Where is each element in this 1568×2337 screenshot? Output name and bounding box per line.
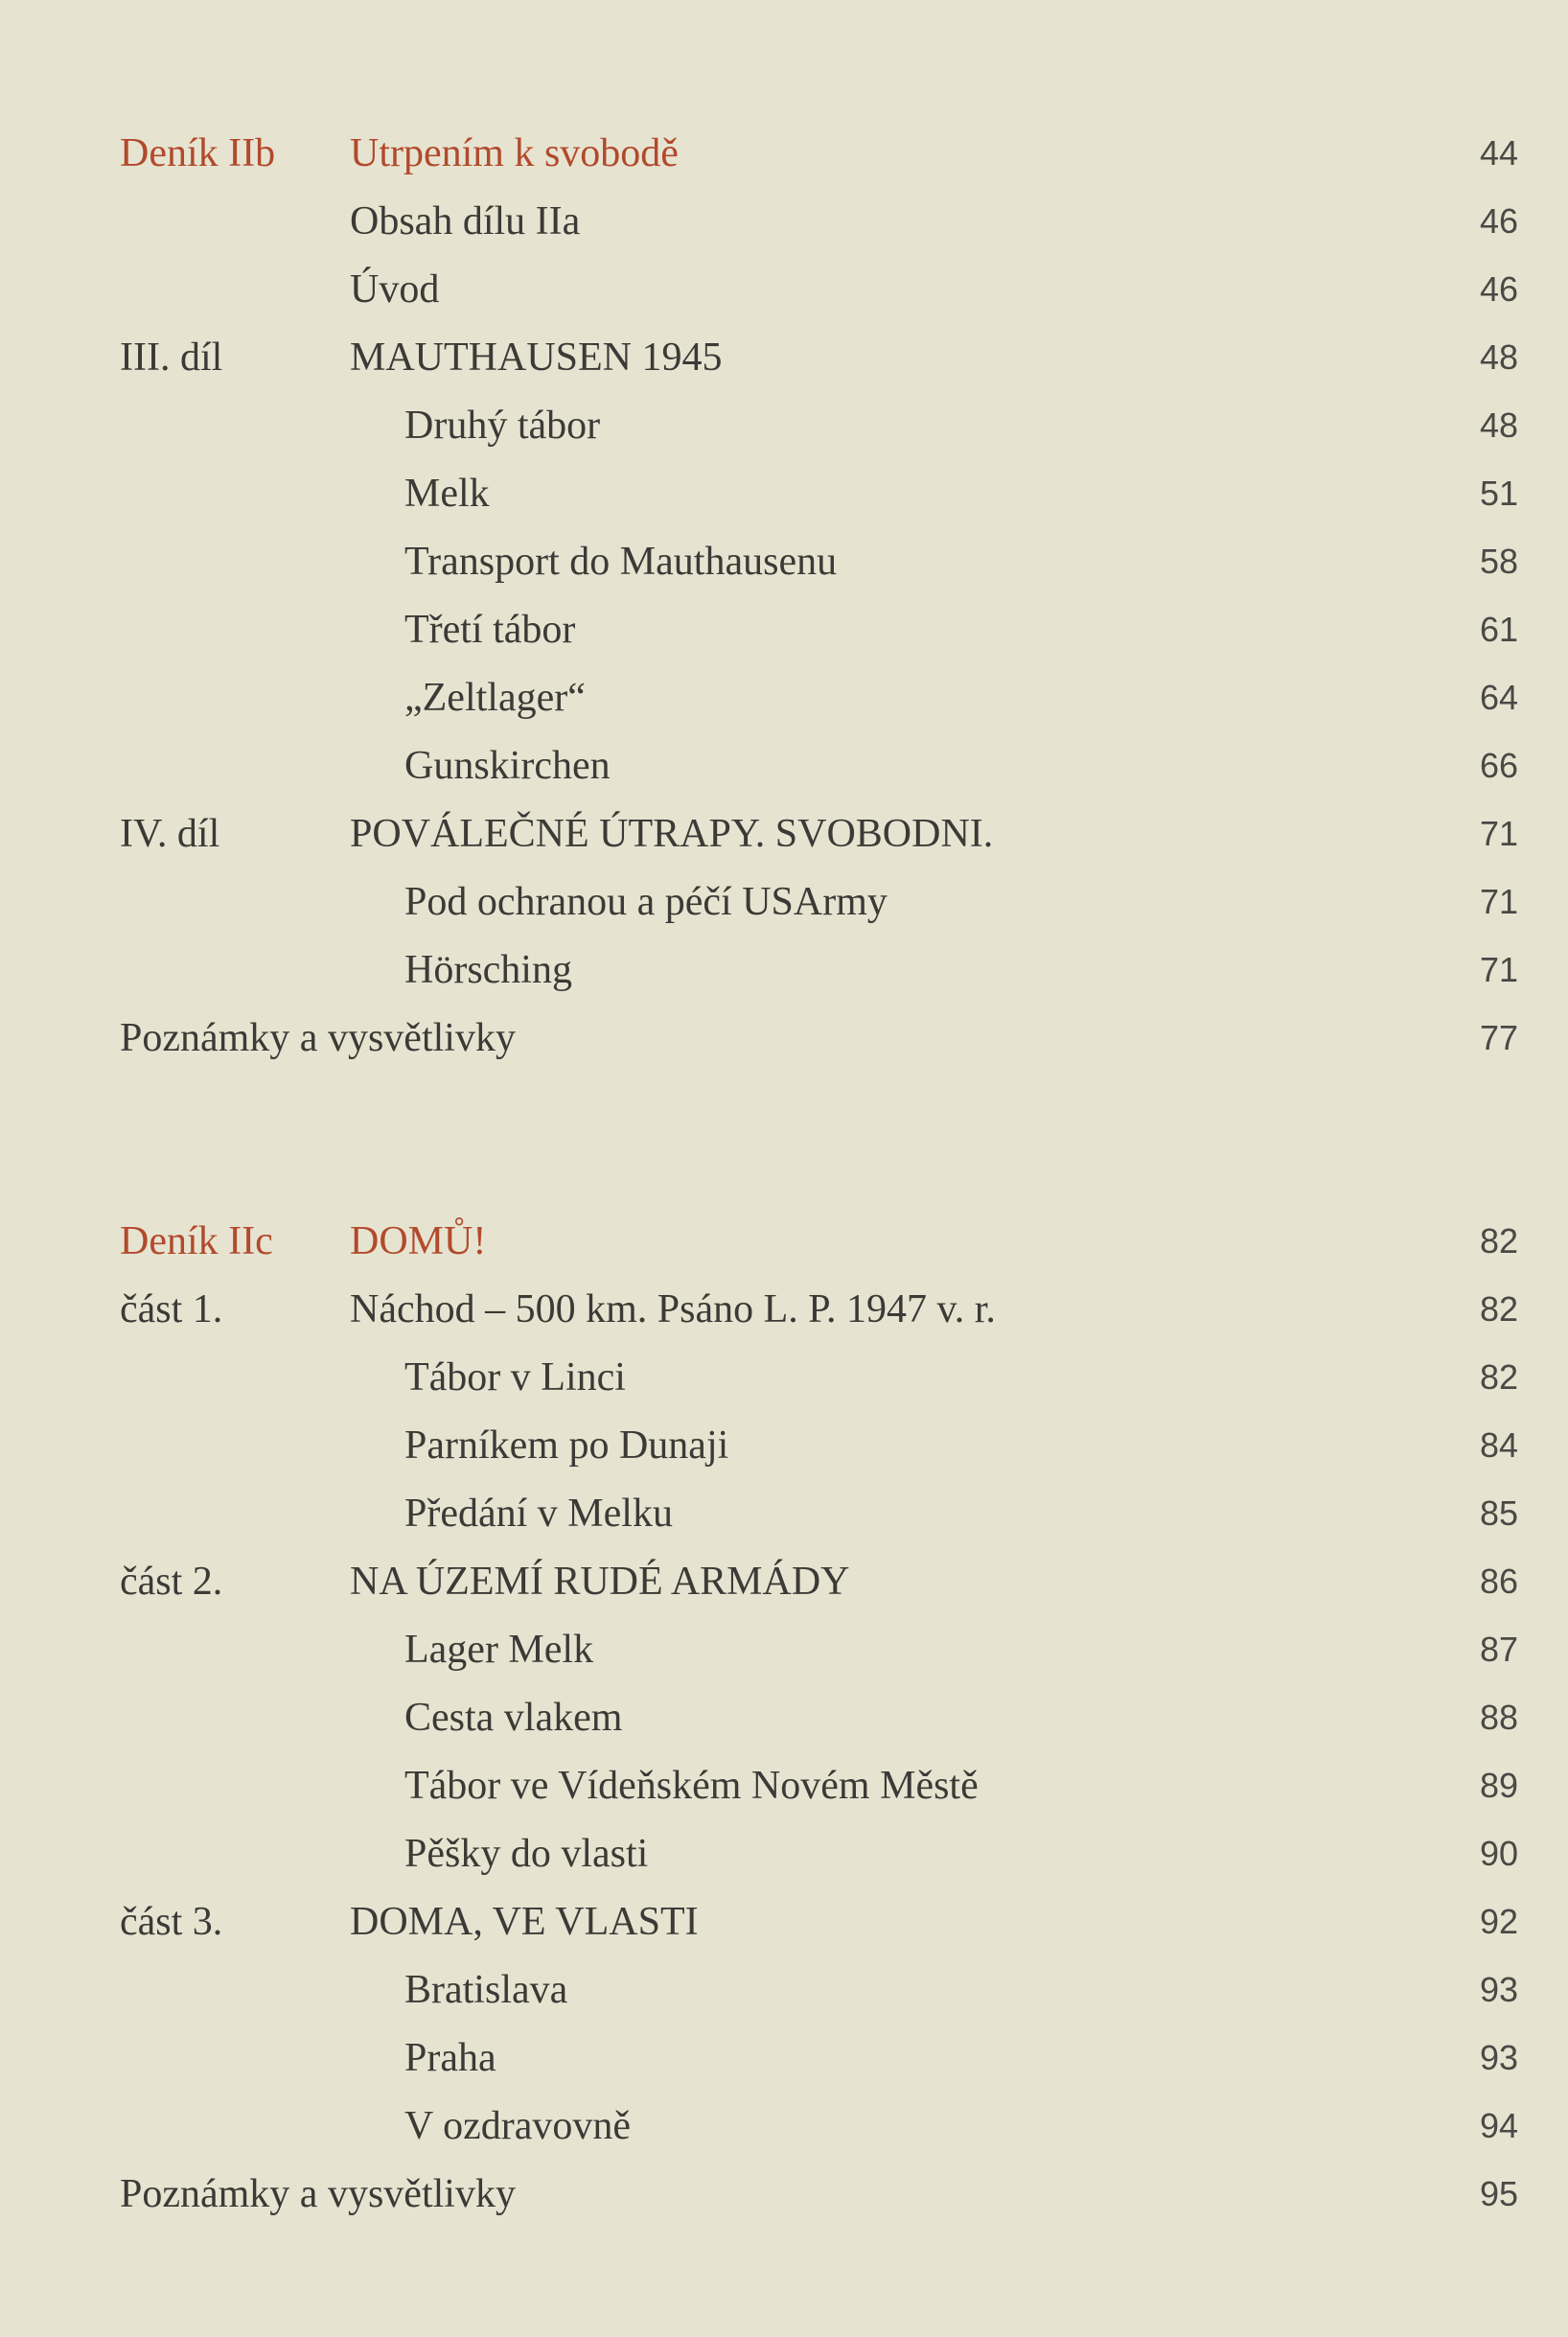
toc-entry-title: NA ÚZEMÍ RUDÉ ARMÁDY <box>350 1560 850 1604</box>
toc-entry <box>0 1417 1568 1474</box>
toc-entry-title: V ozdravovně <box>404 2104 631 2148</box>
toc-entry-label: Deník IIc <box>120 1219 273 1263</box>
toc-page-number: 71 <box>1479 950 1518 989</box>
toc-page-number: 51 <box>1479 474 1518 513</box>
toc-entry <box>0 1961 1568 2019</box>
toc-page-number: 93 <box>1479 2038 1518 2077</box>
toc-entry-title: Bratislava <box>404 1968 568 2012</box>
toc-page-number: 82 <box>1479 1289 1518 1329</box>
toc-entry <box>0 465 1568 522</box>
toc-entry <box>0 1485 1568 1542</box>
toc-entry <box>0 1553 1568 1610</box>
toc-entry <box>0 737 1568 795</box>
toc-page-number: 71 <box>1479 814 1518 853</box>
toc-entry <box>0 1349 1568 1406</box>
toc-entry-title: Praha <box>404 2036 496 2080</box>
toc-entry <box>0 1825 1568 1883</box>
toc-page-number: 48 <box>1479 405 1518 445</box>
toc-entry <box>0 125 1568 182</box>
toc-page-number: 85 <box>1479 1493 1518 1533</box>
toc-entry-title: Tábor v Linci <box>404 1355 626 1400</box>
toc-page-number: 82 <box>1479 1221 1518 1261</box>
toc-page-number: 46 <box>1479 269 1518 309</box>
toc-page-number: 82 <box>1479 1357 1518 1397</box>
toc-entry-title: Tábor ve Vídeňském Novém Městě <box>404 1764 979 1808</box>
toc-page-number: 44 <box>1479 133 1518 173</box>
toc-entry-title: Pěšky do vlasti <box>404 1832 649 1876</box>
toc-entry-title: Lager Melk <box>404 1628 594 1672</box>
toc-entry <box>0 1281 1568 1338</box>
toc-page-number: 93 <box>1479 1970 1518 2009</box>
toc-entry <box>0 1009 1568 1067</box>
toc-entry-title: MAUTHAUSEN 1945 <box>350 336 723 380</box>
toc-entry <box>0 2097 1568 2155</box>
toc-page-number: 77 <box>1479 1018 1518 1057</box>
toc-entry-title: Třetí tábor <box>404 608 576 652</box>
toc-entry-title: DOMŮ! <box>350 1219 487 1263</box>
toc-entry-title: Parníkem po Dunaji <box>404 1423 729 1468</box>
toc-entry-label: část 2. <box>120 1560 223 1604</box>
toc-page-number: 89 <box>1479 1766 1518 1805</box>
toc-entry-title: DOMA, VE VLASTI <box>350 1900 699 1944</box>
toc-entry-title: Hörsching <box>404 948 572 992</box>
toc-entry-title: Utrpením k svobodě <box>350 131 679 175</box>
toc-entry-title: Druhý tábor <box>404 404 601 448</box>
toc-entry <box>0 2029 1568 2087</box>
toc-entry <box>0 397 1568 454</box>
toc-page-number: 61 <box>1479 610 1518 649</box>
toc-entry-title: Poznámky a vysvětlivky <box>120 1016 516 1060</box>
toc-entry <box>0 329 1568 386</box>
toc-entry <box>0 941 1568 999</box>
toc-entry-label: III. díl <box>120 336 223 380</box>
toc-page-number: 58 <box>1479 542 1518 581</box>
toc-entry <box>0 261 1568 318</box>
toc-entry <box>0 1621 1568 1678</box>
toc-entry <box>0 193 1568 250</box>
toc-entry-title: „Zeltlager“ <box>404 676 586 720</box>
toc-entry <box>0 1689 1568 1747</box>
toc-entry-title: Pod ochranou a péčí USArmy <box>404 880 888 924</box>
toc-entry <box>0 1757 1568 1815</box>
toc-entry-title: Úvod <box>350 267 440 312</box>
toc-entry-title: Cesta vlakem <box>404 1696 623 1740</box>
toc-page-number: 88 <box>1479 1698 1518 1737</box>
toc-entry-label: část 1. <box>120 1287 223 1331</box>
toc-page-number: 86 <box>1479 1562 1518 1601</box>
toc-entry-label: část 3. <box>120 1900 223 1944</box>
toc-entry-title: POVÁLEČNÉ ÚTRAPY. SVOBODNI. <box>350 812 994 856</box>
toc-entry-title: Předání v Melku <box>404 1492 673 1536</box>
toc-entry <box>0 2165 1568 2223</box>
toc-entry <box>0 669 1568 727</box>
toc-entry-title: Obsah dílu IIa <box>350 199 581 243</box>
toc-page-number: 46 <box>1479 201 1518 241</box>
toc-page-number: 64 <box>1479 678 1518 717</box>
toc-page-number: 84 <box>1479 1425 1518 1465</box>
toc-entry <box>0 533 1568 590</box>
toc-entry-title: Transport do Mauthausenu <box>404 540 838 584</box>
toc-page-number: 94 <box>1479 2106 1518 2145</box>
toc-entry-label: IV. díl <box>120 812 220 856</box>
toc-entry-title: Gunskirchen <box>404 744 611 788</box>
toc-entry <box>0 1213 1568 1270</box>
toc-entry <box>0 805 1568 863</box>
toc-page-number: 48 <box>1479 337 1518 377</box>
toc-page-number: 92 <box>1479 1902 1518 1941</box>
toc-entry <box>0 1893 1568 1951</box>
toc-page-number: 66 <box>1479 746 1518 785</box>
toc-entry <box>0 601 1568 659</box>
toc-entry-title: Poznámky a vysvětlivky <box>120 2172 516 2216</box>
toc-entry-label: Deník IIb <box>120 131 276 175</box>
toc-entry <box>0 873 1568 931</box>
toc-page-number: 90 <box>1479 1834 1518 1873</box>
toc-entry-title: Melk <box>404 472 490 516</box>
toc-entry-title: Náchod – 500 km. Psáno L. P. 1947 v. r. <box>350 1287 996 1331</box>
toc-page-number: 95 <box>1479 2174 1518 2213</box>
toc-page-number: 71 <box>1479 882 1518 921</box>
toc-page-number: 87 <box>1479 1630 1518 1669</box>
